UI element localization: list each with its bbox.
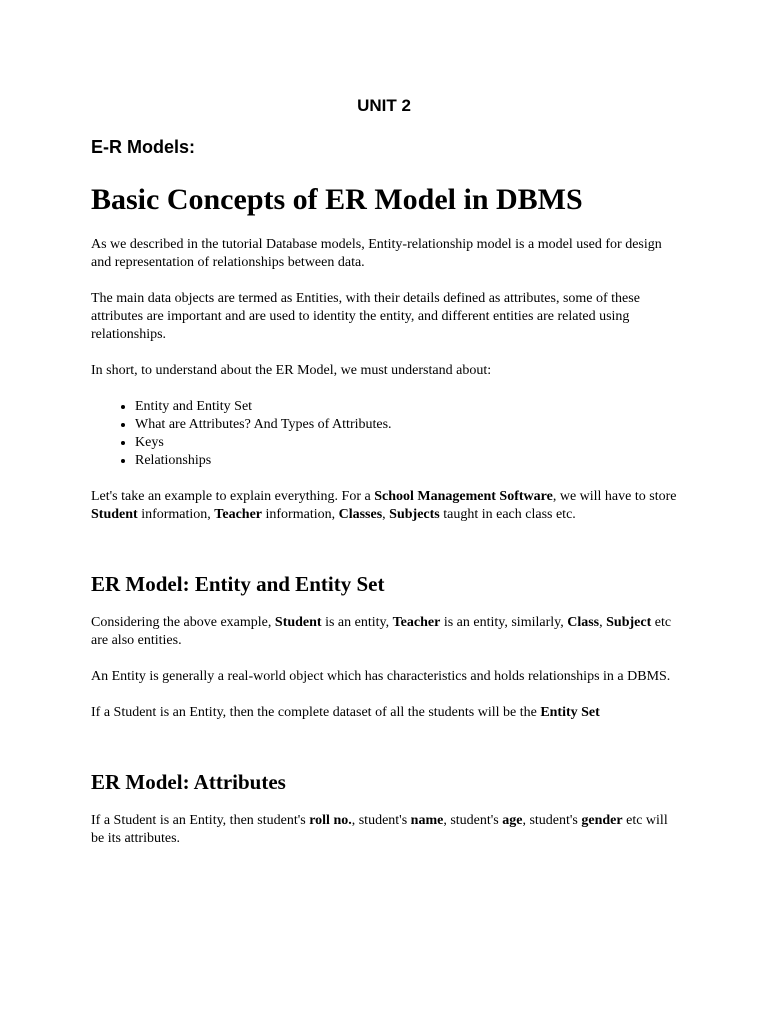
list-item: • What are Attributes? And Types of Attributes. xyxy=(135,416,681,434)
example-bold-4: Classes xyxy=(338,507,383,522)
example-bold-1: School Management Software xyxy=(374,489,553,504)
entity-text-2: is an entity, xyxy=(321,615,393,630)
example-text-5: , xyxy=(382,507,390,522)
attr-text-5: etc will be its attributes. xyxy=(91,813,668,846)
list-item: • Keys xyxy=(135,434,681,452)
entity-set-bold: Entity Set xyxy=(540,705,600,720)
entity-section-heading: ER Model: Entity and Entity Set xyxy=(91,572,385,596)
example-bold-3: Teacher xyxy=(214,507,262,522)
example-bold-2: Student xyxy=(91,507,138,522)
entity-bold-1: Student xyxy=(274,615,322,630)
page-title: Basic Concepts of ER Model in DBMS xyxy=(91,183,583,216)
entity-bold-3: Class xyxy=(567,615,600,630)
example-text-2: , we will have to store xyxy=(552,489,677,504)
example-text-3: information, xyxy=(137,507,215,522)
entity-set-text: If a Student is an Entity, then the complete dataset of all the students will be the xyxy=(91,705,541,720)
entity-bold-4: Subject xyxy=(606,615,652,630)
attr-bold-1: roll no. xyxy=(309,813,352,828)
example-text-6: taught in each class etc. xyxy=(439,507,576,522)
entity-paragraph-1 xyxy=(91,614,681,650)
document-body xyxy=(91,180,681,866)
attr-text-1: If a Student is an Entity, then student's xyxy=(91,813,310,828)
attr-bold-3: age xyxy=(502,813,523,828)
attributes-section-heading: ER Model: Attributes xyxy=(91,770,286,794)
topics-list xyxy=(91,398,681,470)
entity-text-3: is an entity, similarly, xyxy=(440,615,568,630)
entity-bold-2: Teacher xyxy=(392,615,441,630)
entity-paragraph-2: An Entity is generally a real-world object which has characteristics and holds relationships in a DBMS. xyxy=(91,669,671,684)
attributes-paragraph xyxy=(91,812,681,848)
attr-bold-2: name xyxy=(410,813,444,828)
entity-text-5: etc are also entities. xyxy=(91,615,672,648)
attr-text-4: , student's xyxy=(522,813,582,828)
intro-paragraph-2: The main data objects are termed as Entities, with their details defined as attributes, some of these attributes are important and are used to identity the entity, and different entities are related using relationships. xyxy=(91,291,640,342)
example-text-1: Let's take an example to explain everything. For a xyxy=(91,489,375,504)
intro-paragraph-1: As we described in the tutorial Database models, Entity-relationship model is a model used for design and representation of relationships between data. xyxy=(91,237,662,270)
intro-paragraph-3: In short, to understand about the ER Model, we must understand about: xyxy=(91,363,492,378)
attr-bold-4: gender xyxy=(581,813,623,828)
list-item: • Relationships xyxy=(135,452,681,470)
entity-text-1: Considering the above example, xyxy=(91,615,275,630)
attr-text-2: , student's xyxy=(351,813,411,828)
example-paragraph xyxy=(91,488,681,524)
attr-text-3: , student's xyxy=(443,813,503,828)
list-item: • Entity and Entity Set xyxy=(135,398,681,416)
section-label: E-R Models: xyxy=(91,137,196,157)
entity-text-4: , xyxy=(599,615,607,630)
example-bold-5: Subjects xyxy=(389,507,440,522)
example-text-4: information, xyxy=(262,507,339,522)
unit-title: UNIT 2 xyxy=(357,96,411,115)
entity-paragraph-3 xyxy=(91,704,681,722)
